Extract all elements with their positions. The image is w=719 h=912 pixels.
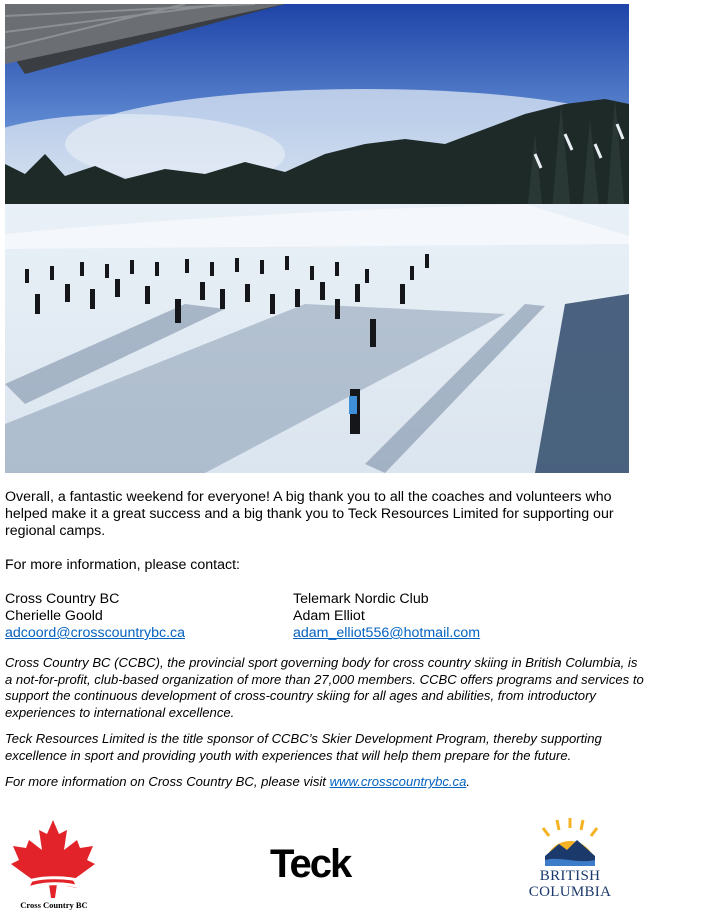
bc-logo-line2: COLUMBIA	[528, 884, 612, 900]
visit-prefix: For more information on Cross Country BC, please visit	[5, 774, 330, 789]
bc-sun-mountain-icon	[519, 816, 621, 870]
ccbc-about-paragraph: Cross Country BC (CCBC), the provincial sport governing body for cross country skiing in British Columbia, is a not-for-profit, club-based organization of more than 27,000 members. CCBC offers programs and services to support the continuous development of cross-country skiing for all ages and abilities, from introductory experiences to international excellence.	[5, 655, 644, 720]
contact-intro: For more information, please contact:	[5, 557, 240, 573]
contact-org: Cross Country BC	[5, 591, 120, 607]
bc-logo	[519, 816, 621, 912]
photo-image	[5, 4, 629, 473]
contact-org: Telemark Nordic Club	[293, 591, 429, 607]
ccbc-logo	[7, 818, 99, 912]
website-link[interactable]: www.crosscountrybc.ca	[329, 774, 467, 789]
contact-email-link[interactable]: adam_elliot556@hotmail.com	[293, 625, 481, 641]
ccbc-logo-caption: Cross Country BC	[20, 900, 88, 910]
teck-logo: Teck	[270, 842, 351, 886]
maple-leaf-icon	[7, 818, 99, 900]
sponsor-logos	[0, 812, 719, 912]
visit-paragraph	[5, 774, 645, 791]
contact-email-link[interactable]: adcoord@crosscountrybc.ca	[5, 625, 186, 641]
visit-suffix: .	[466, 774, 471, 789]
bc-logo-line1: BRITISH	[539, 868, 601, 884]
thank-you-paragraph: Overall, a fantastic weekend for everyone! A big thank you to all the coaches and volunteers who helped make it a great success and a big thank you to Teck Resources Limited for supporting our regional camps.	[5, 489, 614, 539]
contact-ccbc	[5, 591, 185, 642]
teck-sponsor-paragraph: Teck Resources Limited is the title sponsor of CCBC’s Skier Development Program, thereby supporting excellence in sport and providing youth with experiences that will help them prepare for the future.	[5, 731, 602, 763]
contact-name: Adam Elliot	[293, 608, 365, 624]
ski-camp-photo	[5, 4, 629, 473]
contact-name: Cherielle Goold	[5, 608, 103, 624]
contact-telemark	[293, 591, 480, 642]
